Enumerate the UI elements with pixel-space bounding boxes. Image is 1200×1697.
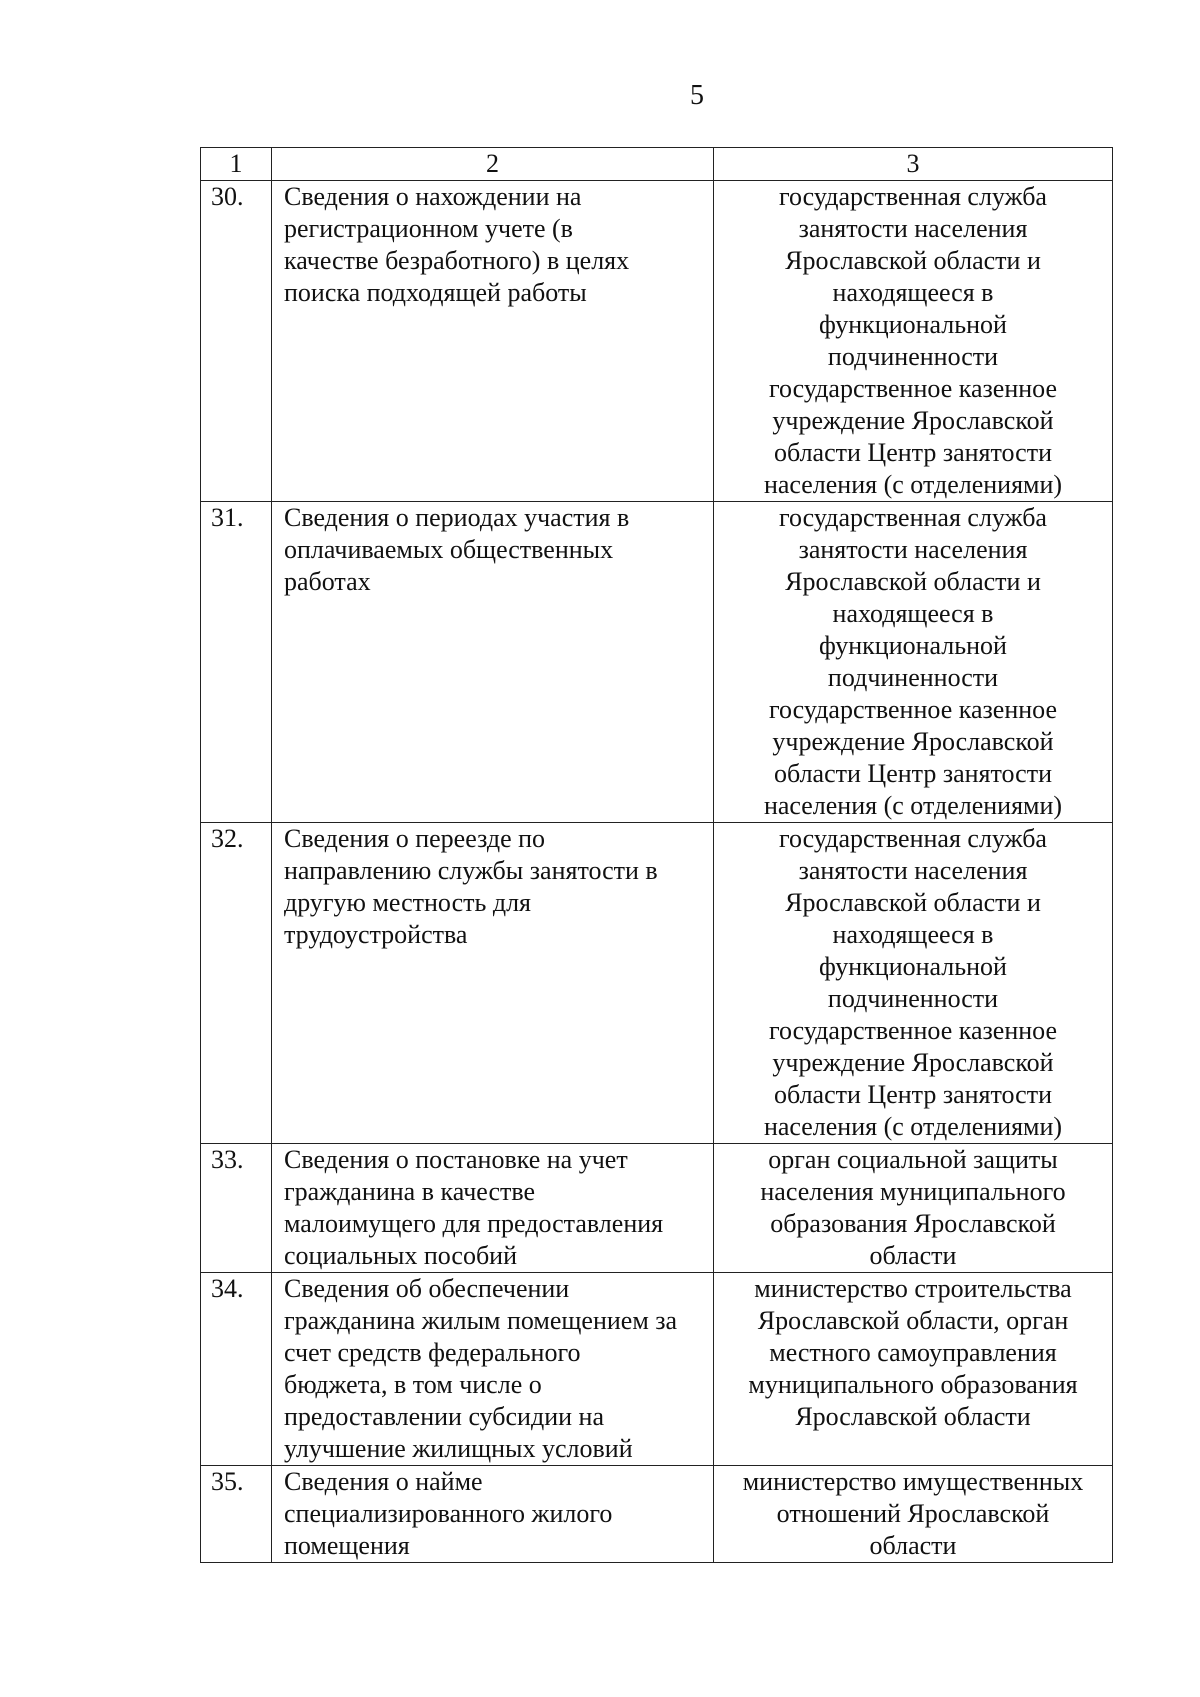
row-number: 31. — [201, 502, 272, 823]
row-organization — [714, 181, 1113, 502]
description-line: улучшение жилищных условий — [284, 1434, 633, 1463]
row-number: 33. — [201, 1144, 272, 1273]
organization-line: области — [869, 1531, 957, 1560]
organization-line: функциональной — [819, 310, 1007, 339]
description-line: Сведения о переезде по — [284, 824, 546, 853]
column-header: 3 — [714, 148, 1113, 181]
organization-line: области — [869, 1241, 957, 1270]
organization-line: занятости населения — [798, 214, 1028, 243]
description-line: другую местность для — [284, 888, 531, 917]
description-line: трудоустройства — [284, 920, 468, 949]
organization-line: населения (с отделениями) — [763, 470, 1063, 499]
description-line: Сведения об обеспечении — [284, 1274, 570, 1303]
organization-line: Ярославской области и — [785, 567, 1041, 596]
row-organization — [714, 1273, 1113, 1466]
organization-line: Ярославской области, орган — [757, 1306, 1069, 1335]
organization-line: Ярославской области — [795, 1402, 1031, 1431]
row-organization — [714, 823, 1113, 1144]
organization-line: функциональной — [819, 952, 1007, 981]
row-description — [272, 1144, 714, 1273]
description-line: оплачиваемых общественных — [284, 535, 614, 564]
table-row — [201, 181, 1113, 502]
table-row — [201, 1466, 1113, 1563]
organization-line: области Центр занятости — [774, 438, 1052, 467]
organization-line: отношений Ярославской — [776, 1499, 1050, 1528]
organization-line: Ярославской области и — [785, 246, 1041, 275]
row-description — [272, 823, 714, 1144]
row-number: 30. — [201, 181, 272, 502]
organization-line: занятости населения — [798, 535, 1028, 564]
description-line: качестве безработного) в целях — [284, 246, 630, 275]
organization-line: учреждение Ярославской — [772, 406, 1054, 435]
description-line: социальных пособий — [284, 1241, 518, 1270]
description-line: счет средств федерального — [284, 1338, 581, 1367]
organization-line: населения муниципального — [760, 1177, 1066, 1206]
description-line: помещения — [284, 1531, 410, 1560]
organization-line: находящееся в — [832, 599, 994, 628]
row-number: 32. — [201, 823, 272, 1144]
description-line: Сведения о найме — [284, 1467, 483, 1496]
organization-line: занятости населения — [798, 856, 1028, 885]
organization-line: образования Ярославской — [770, 1209, 1056, 1238]
table-row — [201, 502, 1113, 823]
table-row — [201, 1273, 1113, 1466]
row-description — [272, 1466, 714, 1563]
organization-line: находящееся в — [832, 278, 994, 307]
organization-line: государственное казенное — [768, 1016, 1058, 1045]
organization-line: населения (с отделениями) — [763, 791, 1063, 820]
description-line: Сведения о нахождении на — [284, 182, 582, 211]
description-line: направлению службы занятости в — [284, 856, 658, 885]
row-description — [272, 1273, 714, 1466]
row-number: 35. — [201, 1466, 272, 1563]
row-number: 34. — [201, 1273, 272, 1466]
page-number: 5 — [690, 80, 704, 111]
organization-line: государственное казенное — [768, 695, 1058, 724]
organization-line: министерство имущественных — [742, 1467, 1084, 1496]
row-description — [272, 181, 714, 502]
organization-line: орган социальной защиты — [768, 1145, 1058, 1174]
organization-line: области Центр занятости — [774, 759, 1052, 788]
organization-line: области Центр занятости — [774, 1080, 1052, 1109]
description-line: регистрационном учете (в — [284, 214, 573, 243]
row-organization — [714, 1144, 1113, 1273]
table-row — [201, 1144, 1113, 1273]
row-organization — [714, 502, 1113, 823]
column-header: 2 — [272, 148, 714, 181]
description-line: гражданина жилым помещением за — [284, 1306, 678, 1335]
organization-line: Ярославской области и — [785, 888, 1041, 917]
description-line: предоставлении субсидии на — [284, 1402, 604, 1431]
organization-line: государственное казенное — [768, 374, 1058, 403]
organization-line: находящееся в — [832, 920, 994, 949]
description-line: поиска подходящей работы — [284, 278, 587, 307]
organization-line: муниципального образования — [748, 1370, 1078, 1399]
description-line: работах — [284, 567, 371, 596]
table-header-row — [201, 148, 1113, 181]
description-line: Сведения о периодах участия в — [284, 503, 630, 532]
table-row — [201, 823, 1113, 1144]
organization-line: подчиненности — [827, 984, 999, 1013]
organization-line: учреждение Ярославской — [772, 727, 1054, 756]
row-organization — [714, 1466, 1113, 1563]
column-header: 1 — [201, 148, 272, 181]
description-line: гражданина в качестве — [284, 1177, 536, 1206]
organization-line: государственная служба — [779, 182, 1047, 211]
organization-line: министерство строительства — [754, 1274, 1072, 1303]
row-description — [272, 502, 714, 823]
organization-line: функциональной — [819, 631, 1007, 660]
document-table — [200, 147, 1113, 1563]
organization-line: учреждение Ярославской — [772, 1048, 1054, 1077]
organization-line: подчиненности — [827, 663, 999, 692]
description-line: специализированного жилого — [284, 1499, 613, 1528]
organization-line: населения (с отделениями) — [763, 1112, 1063, 1141]
organization-line: местного самоуправления — [769, 1338, 1057, 1367]
description-line: бюджета, в том числе о — [284, 1370, 542, 1399]
organization-line: подчиненности — [827, 342, 999, 371]
organization-line: государственная служба — [779, 503, 1047, 532]
organization-line: государственная служба — [779, 824, 1047, 853]
description-line: малоимущего для предоставления — [284, 1209, 664, 1238]
description-line: Сведения о постановке на учет — [284, 1145, 628, 1174]
